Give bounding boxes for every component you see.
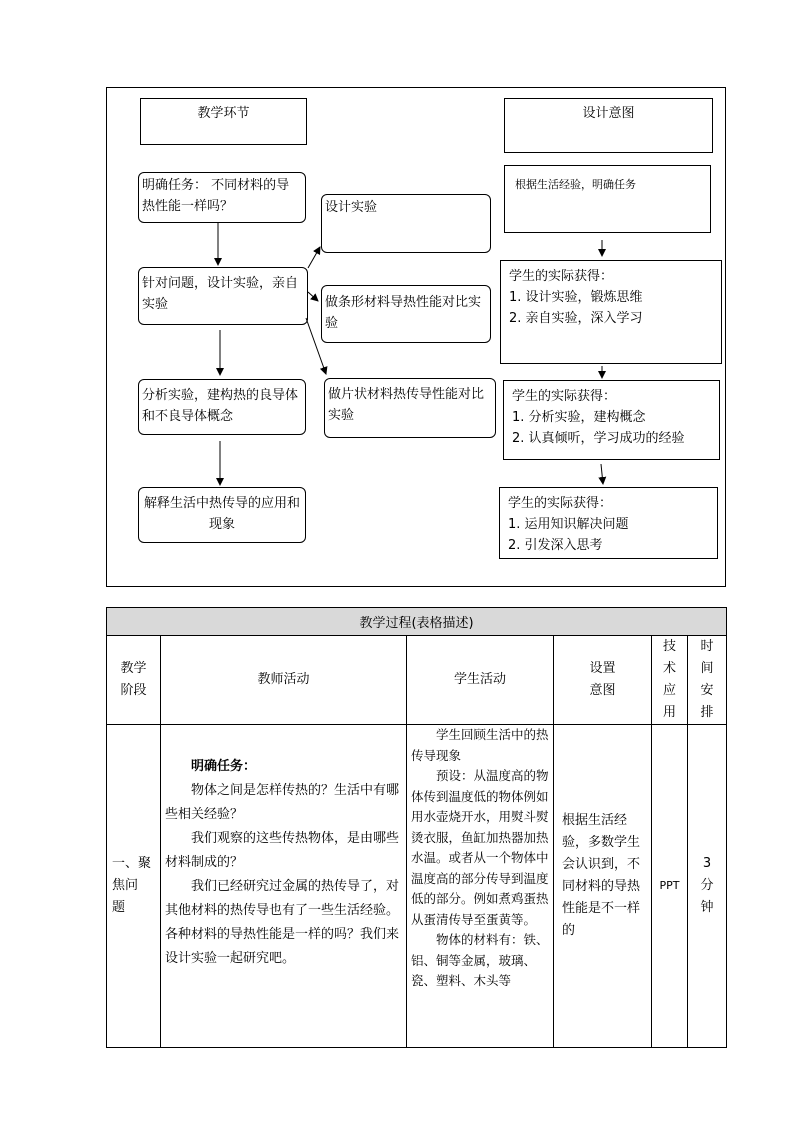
header-design: 设置 意图 bbox=[554, 636, 652, 725]
gain-item: 1. 分析实验，建构概念 bbox=[512, 410, 646, 425]
flow-design-box: 针对问题，设计实验，亲自实验 bbox=[138, 267, 308, 325]
flow-analyze-box: 分析实验，建构热的良导体和不良导体概念 bbox=[138, 379, 306, 435]
teacher-paragraph: 物体之间是怎样传热的？生活中有哪些相关经验？ bbox=[165, 783, 400, 822]
gain-title: 学生的实际获得： bbox=[512, 389, 617, 404]
cell-teacher-activity bbox=[161, 725, 407, 1048]
header-teacher: 教师活动 bbox=[161, 636, 407, 725]
gain-item: 2. 认真倾听，学习成功的经验 bbox=[512, 431, 685, 446]
flow-left-header: 教学环节 bbox=[140, 98, 307, 145]
teaching-process-table bbox=[106, 607, 727, 1048]
flow-task-box: 明确任务： 不同材料的导热性能一样吗？ bbox=[138, 172, 306, 223]
teacher-heading: 明确任务： bbox=[191, 759, 257, 774]
teacher-paragraph: 我们已经研究过金属的热传导了，对其他材料的热传导也有了一些生活经验。各种材料的导热性能是一样的吗？我们来设计实验一起研究吧。 bbox=[165, 879, 400, 966]
arrow-to-branch-1 bbox=[308, 247, 320, 268]
cell-design-intent: 根据生活经验，多数学生会认识到，不同材料的导热性能是不一样的 bbox=[554, 725, 652, 1048]
arrow-gain2-to-gain3 bbox=[601, 464, 603, 484]
gain-item: 2. 亲自实验，深入学习 bbox=[509, 311, 643, 326]
cell-student-activity bbox=[407, 725, 554, 1048]
gain-item: 1. 设计实验，锻炼思维 bbox=[509, 290, 643, 305]
header-stage: 教学 阶段 bbox=[107, 636, 161, 725]
student-paragraph: 学生回顾生活中的热传导现象 bbox=[411, 727, 549, 763]
cell-stage: 一、聚 焦问 题 bbox=[107, 725, 161, 1048]
flow-intent-box: 根据生活经验，明确任务 bbox=[504, 165, 711, 233]
student-paragraph: 物体的材料有：铁、铝、铜等金属，玻璃、瓷、塑料、木头等 bbox=[411, 932, 549, 988]
flow-branch-design-experiment: 设计实验 bbox=[321, 194, 491, 253]
gain-item: 2. 引发深入思考 bbox=[508, 538, 603, 553]
gain-title: 学生的实际获得： bbox=[509, 269, 614, 284]
header-student: 学生活动 bbox=[407, 636, 554, 725]
flow-branch-sheet-experiment: 做片状材料热传导性能对比实验 bbox=[324, 378, 496, 438]
arrow-to-branch-3 bbox=[306, 318, 326, 374]
flow-explain-box: 解释生活中热传导的应用和现象 bbox=[138, 487, 306, 543]
header-tech: 技 术 应 用 bbox=[652, 636, 688, 725]
gain-item: 1. 运用知识解决问题 bbox=[508, 517, 629, 532]
cell-time: 3 分 钟 bbox=[688, 725, 727, 1048]
student-paragraph: 预设：从温度高的物体传到温度低的物体例如用水壶烧开水，用熨斗熨烫衣服，鱼缸加热器加热水温。或者从一个物体中温度高的部分传导到温度低的部分。例如煮鸡蛋热从蛋清传导至蛋黄等。 bbox=[411, 768, 549, 927]
cell-tech: PPT bbox=[652, 725, 688, 1048]
flow-branch-strip-experiment: 做条形材料导热性能对比实验 bbox=[321, 285, 491, 343]
header-time: 时 间 安 排 bbox=[688, 636, 727, 725]
gain-title: 学生的实际获得： bbox=[508, 496, 613, 511]
arrow-to-branch-2 bbox=[308, 292, 318, 301]
teacher-paragraph: 我们观察的这些传热物体，是由哪些材料制成的？ bbox=[165, 831, 400, 870]
table-title: 教学过程(表格描述) bbox=[107, 608, 727, 636]
flow-right-header: 设计意图 bbox=[504, 98, 713, 153]
